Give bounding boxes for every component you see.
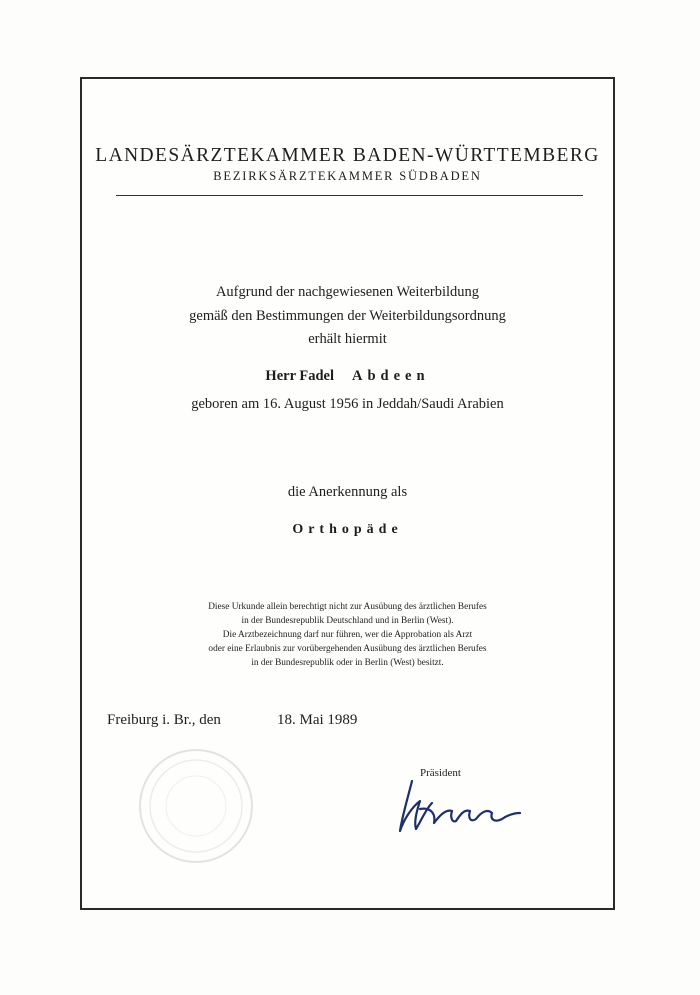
- signing-date: 18. Mai 1989: [277, 712, 358, 728]
- notice-line-2: in der Bundesrepublik Deutschland und in Berlin (West).: [241, 616, 454, 626]
- notice-line-5: in der Bundesrepublik oder in Berlin (West) besitzt.: [251, 658, 444, 668]
- president-signature: [390, 769, 530, 839]
- notice-line-4: oder eine Erlaubnis zur vorübergehenden Ausübung des ärztlichen Berufes: [208, 644, 487, 654]
- recipient-first-name: Herr Fadel: [265, 368, 335, 384]
- signing-place: Freiburg i. Br., den: [107, 712, 221, 728]
- intro-line-1: Aufgrund der nachgewiesenen Weiterbildung: [215, 284, 480, 300]
- specialty-title: Orthopäde: [292, 522, 403, 537]
- recognition-label: die Anerkennung als: [287, 484, 408, 500]
- chamber-heading: LANDESÄRZTEKAMMER BADEN-WÜRTTEMBERG: [95, 145, 600, 166]
- district-heading: BEZIRKSÄRZTEKAMMER SÜDBADEN: [213, 169, 482, 183]
- recipient-last-name: Abdeen: [352, 368, 430, 384]
- birth-info: geboren am 16. August 1956 in Jeddah/Saudi Arabien: [191, 396, 504, 412]
- intro-line-3: erhält hiermit: [308, 331, 387, 347]
- legal-notice: [82, 600, 613, 670]
- embossed-seal: [137, 747, 255, 865]
- notice-line-1: Diese Urkunde allein berechtigt nicht zur Ausübung des ärztlichen Berufes: [208, 602, 487, 612]
- president-label: Präsident: [420, 767, 461, 779]
- notice-line-3: Die Arztbezeichnung darf nur führen, wer die Approbation als Arzt: [222, 630, 473, 640]
- heading-divider: [116, 195, 583, 196]
- intro-line-2: gemäß den Bestimmungen der Weiterbildungsordnung: [189, 308, 506, 324]
- certificate-frame: [80, 77, 615, 910]
- recipient-name: [82, 368, 613, 385]
